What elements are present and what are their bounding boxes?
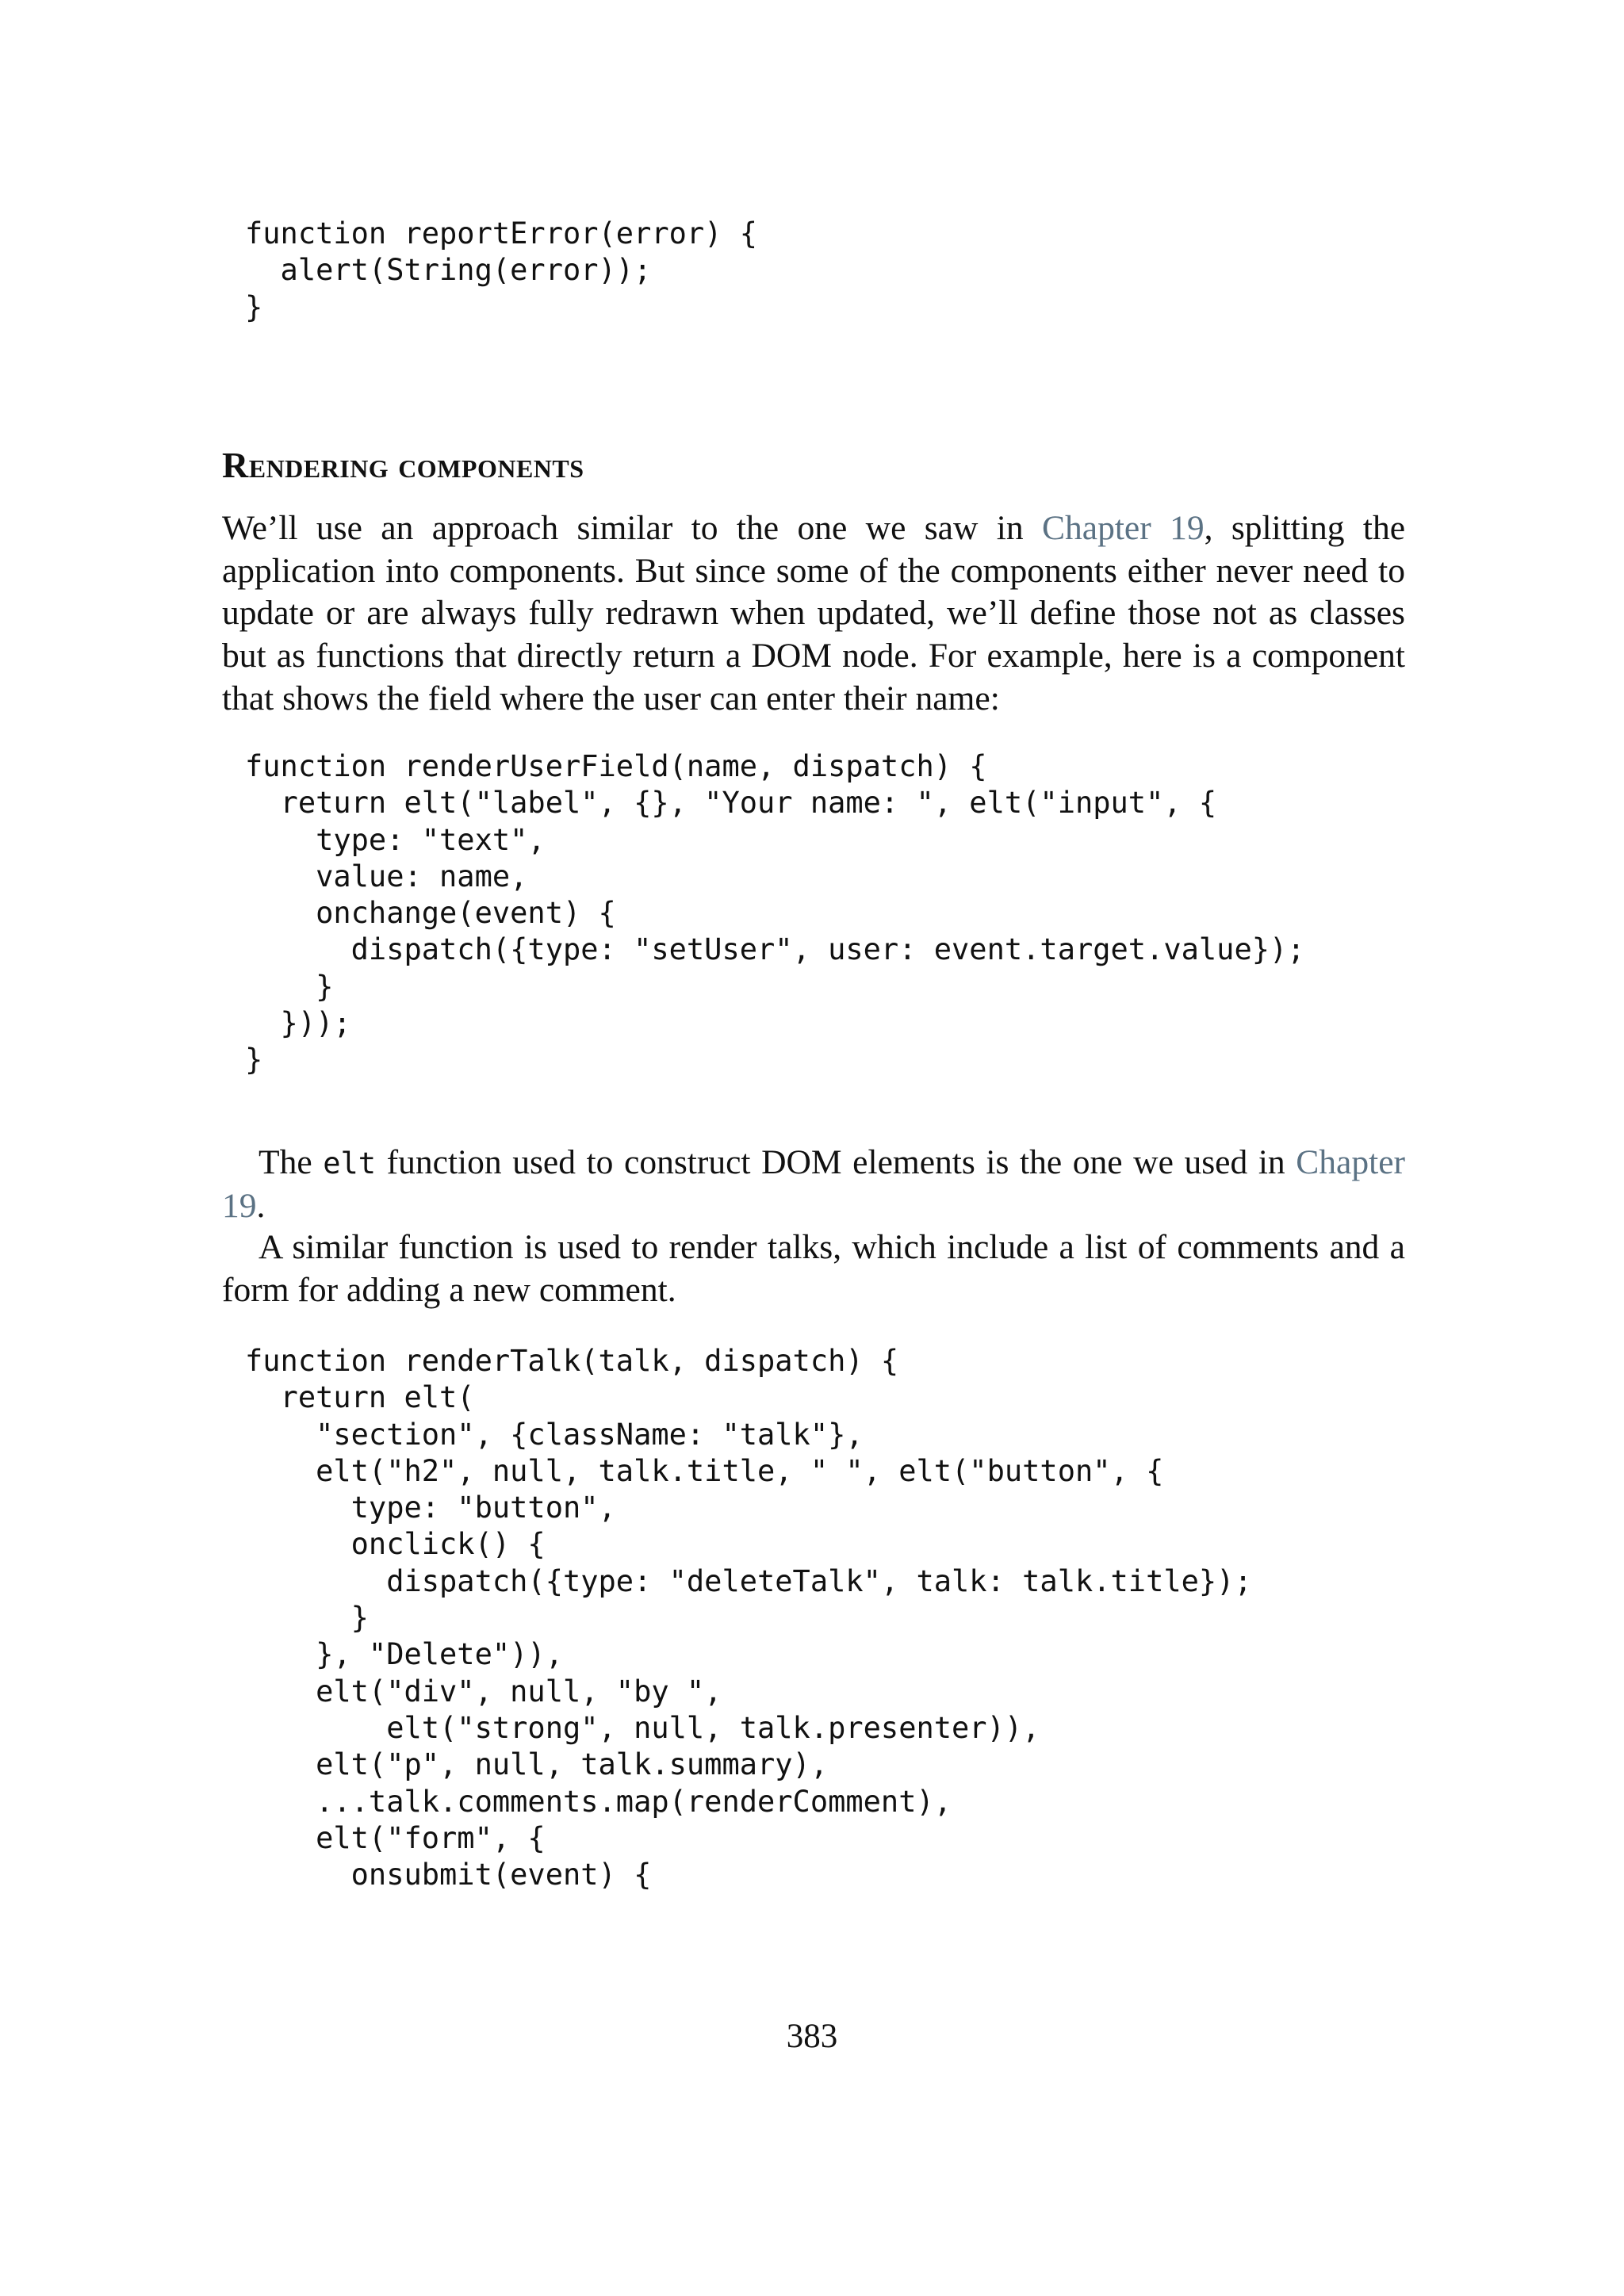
code-block-render-talk: function renderTalk(talk, dispatch) { return elt( "section", {className: "talk"}, elt("h2", null, talk.title, " ", elt("button", { type: "button", onclick() { dispatch({type: "deleteTalk", talk: talk.title}); } }, "Delete")), elt("div", null, "by ", elt("strong", null, talk.presenter)), elt("p", null, talk.summary), ...talk.comments.map(renderComment), elt("form", { onsubmit(event) { [245, 1344, 1252, 1892]
paragraph-intro [222, 507, 1405, 721]
page-number: 383 [786, 2018, 838, 2055]
inline-code-elt: elt [323, 1146, 377, 1181]
paragraph-elt-text-start: The [259, 1143, 324, 1181]
paragraph-elt [222, 1142, 1405, 1227]
section-heading: Rendering components [222, 445, 584, 485]
chapter-19-link-2[interactable]: Chapter 19 [222, 1143, 1405, 1225]
code-block-render-user-field: function renderUserField(name, dispatch) { return elt("label", {}, "Your name: ", elt("input", { type: "text", value: name, onchange(event) { dispatch({type: "setUser", user: event.target.value}); } })); } [245, 749, 1305, 1077]
paragraph-intro-text-start: We’ll use an approach similar to the one we saw in [222, 509, 1043, 547]
paragraph-elt-text-end: . [256, 1186, 266, 1225]
paragraph-render-talks: A similar function is used to render talks, which include a list of comments and a form for adding a new comment. [222, 1228, 1405, 1309]
paragraph-elt-text-middle: function used to construct DOM elements is the one we used in [376, 1143, 1297, 1181]
code-block-report-error: function reportError(error) { alert(String(error)); } [245, 216, 758, 324]
paragraph-intro-text-end: , splitting the application into components. But since some of the components either never need to update or are always fully redrawn when updated, we’ll define those not as classes but as functions that directly return a DOM node. For example, here is a component that shows the field where the user can enter their name: [222, 509, 1405, 718]
chapter-19-link[interactable]: Chapter 19 [1042, 509, 1205, 547]
